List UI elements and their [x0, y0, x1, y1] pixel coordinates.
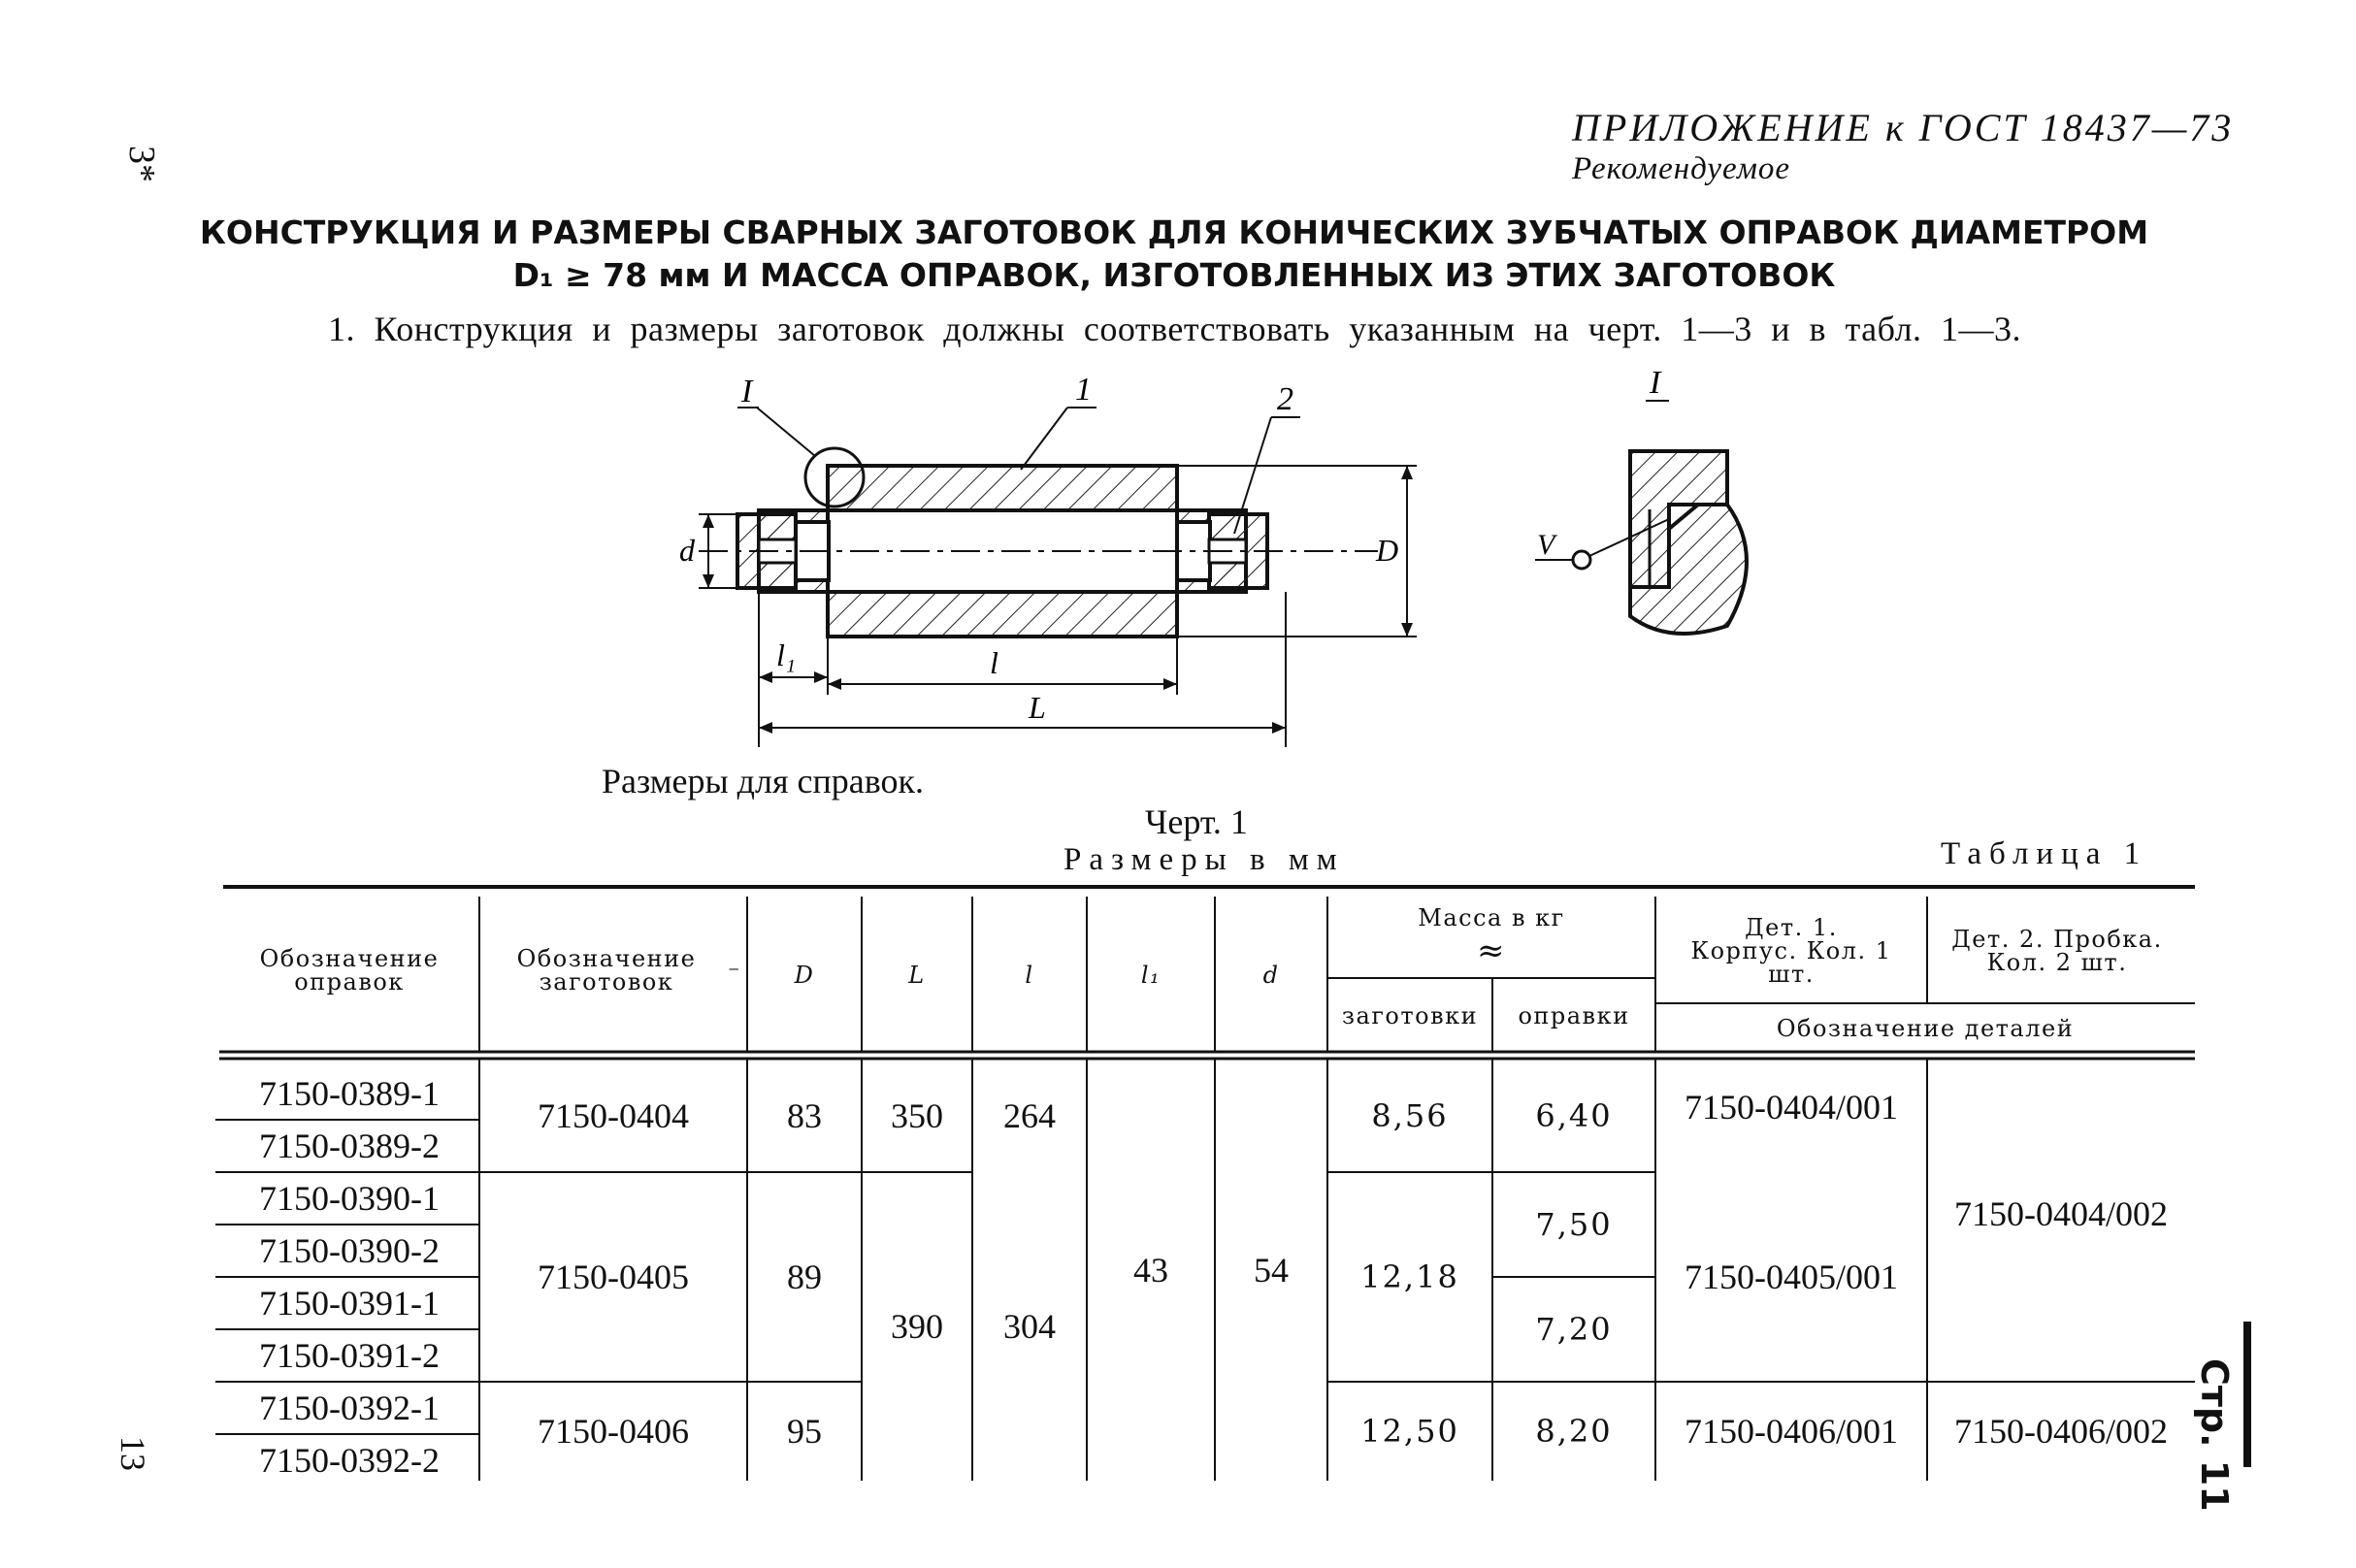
table-cell-l: 264 — [1003, 1095, 1056, 1135]
approx-symbol: ≈ — [1477, 931, 1506, 970]
clause-1: 1. Конструкция и размеры заготовок должны соответствовать указанным на черт. 1—3 и в табл. 1—3. — [328, 310, 2022, 348]
table-cell-mass-blank: 12,18 — [1360, 1258, 1459, 1295]
table-caption: Таблица 1 — [1941, 836, 2148, 871]
col-header-L: L — [908, 962, 926, 989]
callout-view-I: I — [741, 374, 753, 409]
table-cell-mass-blank: 12,50 — [1360, 1413, 1459, 1450]
units-note: Размеры в мм — [1063, 842, 1345, 877]
weld-symbol: V — [1537, 529, 1555, 561]
col-header-part-designation: Обозначение деталей — [1776, 1015, 2075, 1042]
table-cell-D: 89 — [787, 1258, 822, 1296]
document-title-line1: КОНСТРУКЦИЯ И РАЗМЕРЫ СВАРНЫХ ЗАГОТОВОК ДЛЯ КОНИЧЕСКИХ ЗУБЧАТЫХ ОПРАВОК ДИАМЕТРОМ — [199, 213, 2149, 251]
detail-label: I — [1650, 365, 1661, 401]
col-header-blank: Обозначение заготовок — [516, 945, 697, 996]
table-cell-mandrel: 7150-0391-1 — [259, 1284, 440, 1323]
drawing-caption: Черт. 1 — [1145, 802, 1248, 841]
col-header-part2: Дет. 2. Пробка. Кол. 2 шт. — [1951, 926, 2163, 976]
page-reference: Стр. 11 — [2193, 1358, 2236, 1512]
table-cell-blank: 7150-0405 — [538, 1258, 689, 1296]
footnote-arrow-icon: ⁻ — [727, 960, 741, 987]
col-header-l: l — [1025, 962, 1034, 989]
col-header-mass-blank: заготовки — [1341, 1002, 1479, 1029]
table-cell-blank: 7150-0404 — [538, 1095, 689, 1135]
dim-D: D — [1376, 533, 1399, 568]
appendix-status: Рекомендуемое — [1572, 151, 1791, 186]
table-cell-l1: 43 — [1133, 1250, 1168, 1290]
table-cell-mandrel: 7150-0390-2 — [259, 1231, 440, 1270]
callout-part-1: 1 — [1075, 372, 1092, 408]
table-cell-L: 390 — [891, 1307, 943, 1346]
table-cell-mandrel: 7150-0392-1 — [259, 1388, 440, 1427]
col-header-l1: l₁ — [1140, 962, 1162, 989]
table-cell-part2: 7150-0406/002 — [1954, 1412, 2168, 1451]
col-header-mandrel: Обозначение оправок — [259, 945, 440, 996]
table-cell-mass-mandrel: 8,20 — [1535, 1413, 1613, 1450]
table-cell-blank: 7150-0406 — [538, 1412, 689, 1451]
table-cell-mandrel: 7150-0391-2 — [259, 1336, 440, 1375]
dim-l: l — [990, 645, 998, 680]
table-cell-part1: 7150-0405/001 — [1685, 1258, 1898, 1296]
table-cell-mandrel: 7150-0392-2 — [259, 1441, 440, 1480]
table-cell-mandrel: 7150-0390-1 — [259, 1179, 440, 1218]
table-cell-D: 95 — [787, 1412, 822, 1451]
table-cell-mass-mandrel: 7,50 — [1535, 1206, 1613, 1243]
table-cell-mass-blank: 8,56 — [1371, 1096, 1449, 1134]
table-cell-part1: 7150-0406/001 — [1685, 1412, 1898, 1451]
dim-l1: l₁ — [776, 637, 797, 672]
margin-mark-top: 3* — [121, 146, 162, 182]
appendix-heading: ПРИЛОЖЕНИЕ к ГОСТ 18437—73 — [1572, 106, 2235, 149]
table-cell-mandrel: 7150-0389-2 — [259, 1127, 440, 1165]
col-header-mass-mandrel: оправки — [1518, 1002, 1630, 1029]
callout-part-2: 2 — [1277, 381, 1293, 417]
table-cell-L: 350 — [891, 1095, 943, 1135]
table-cell-mass-mandrel: 6,40 — [1535, 1096, 1613, 1134]
dim-d: d — [679, 533, 695, 568]
table-cell-part1: 7150-0404/001 — [1685, 1088, 1898, 1127]
table-cell-part2: 7150-0404/002 — [1954, 1194, 2168, 1233]
col-header-d: d — [1262, 962, 1280, 989]
col-header-mass: Масса в кг — [1418, 904, 1565, 931]
col-header-D: D — [794, 962, 815, 989]
table-cell-D: 83 — [787, 1095, 822, 1135]
document-title-line2: D₁ ≥ 78 мм И МАССА ОПРАВОК, ИЗГОТОВЛЕННЫХ ИЗ ЭТИХ ЗАГОТОВОК — [512, 256, 1836, 294]
col-header-part1: Дет. 1. Корпус. Кол. 1 шт. — [1690, 914, 1892, 988]
table-cell-mass-mandrel: 7,20 — [1535, 1311, 1613, 1348]
mandrel-list — [225, 1067, 474, 1486]
margin-page-number: 13 — [114, 1436, 152, 1471]
table-cell-d: 54 — [1254, 1250, 1289, 1290]
table-cell-mandrel: 7150-0389-1 — [259, 1074, 440, 1113]
reference-note: Размеры для справок. — [602, 762, 924, 800]
table-cell-l: 304 — [1003, 1307, 1056, 1346]
dim-L: L — [1029, 690, 1046, 725]
